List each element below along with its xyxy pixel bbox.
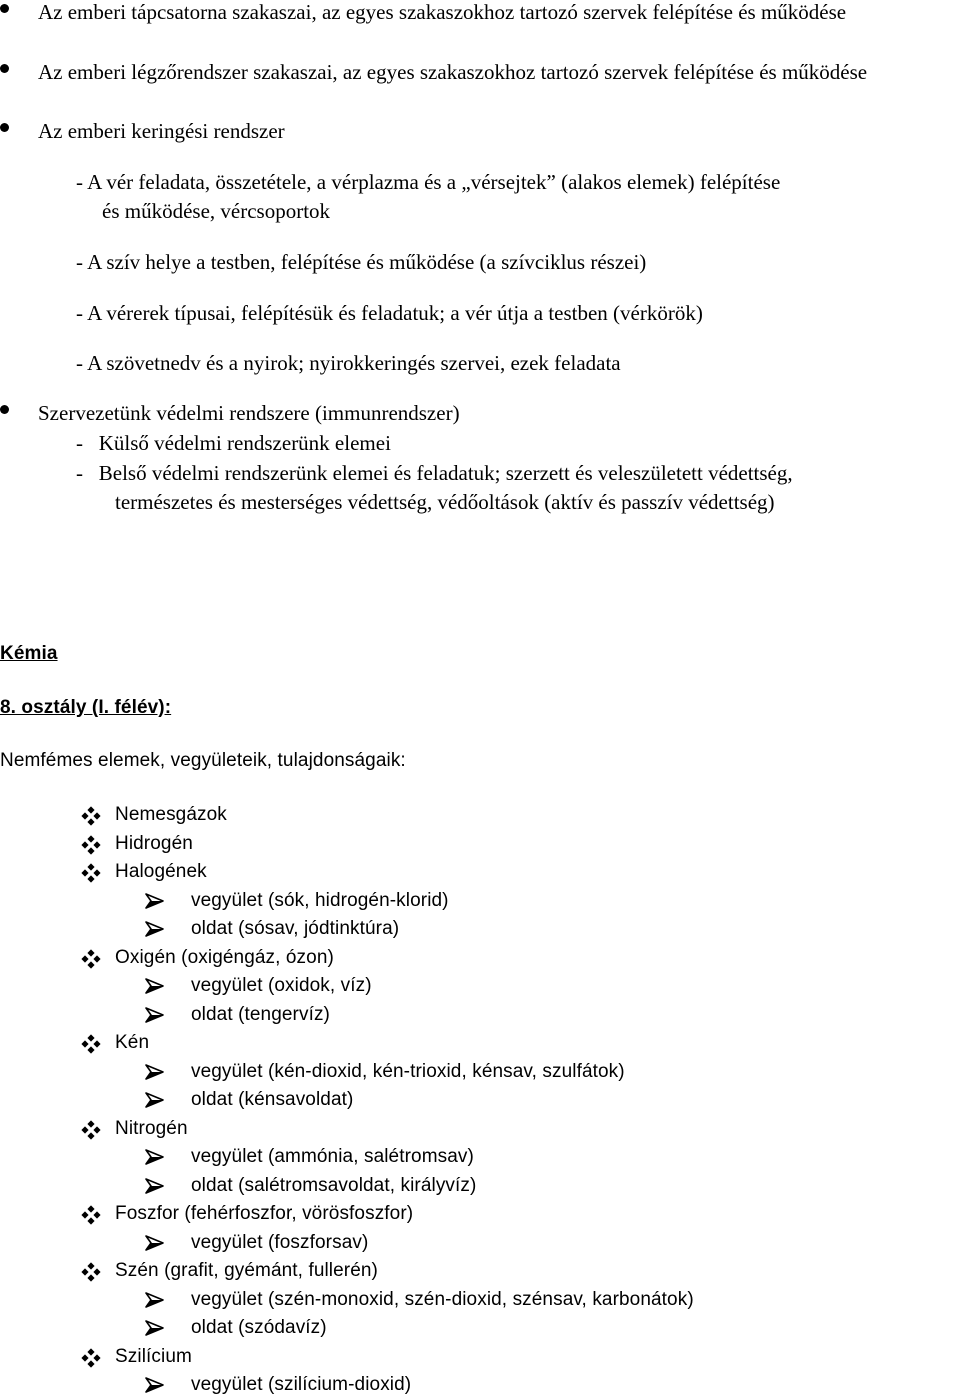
- arrow-bullet-icon: [145, 1063, 165, 1083]
- element-name: Szén (grafit, gyémánt, fullerén): [115, 1260, 378, 1281]
- element-sub-text: oldat (sósav, jódtinktúra): [191, 918, 400, 939]
- bullet-dot-icon: [0, 4, 9, 13]
- diamond-bullet-icon: [80, 1261, 102, 1283]
- arrow-bullet-icon: [145, 892, 165, 912]
- element-sub-text: vegyület (kén-dioxid, kén-trioxid, kénsav, szulfátok): [191, 1060, 625, 1082]
- circulation-vessels: - A vérerek típusai, felépítésük és feladatuk; a vér útja a testben (vérkörök): [76, 301, 703, 325]
- circulation-blood-cont: és működése, vércsoportok: [102, 199, 331, 223]
- immune-internal-cont: természetes és mesterséges védettség, védőoltások (aktív és passzív védettség): [115, 490, 775, 514]
- arrow-bullet-icon: [145, 1291, 165, 1311]
- arrow-bullet-icon: [145, 1148, 165, 1168]
- diamond-bullet-icon: [80, 1204, 102, 1226]
- bullet-text: Szervezetünk védelmi rendszere (immunrendszer): [38, 401, 460, 425]
- element-sub-text: oldat (szódavíz): [191, 1317, 327, 1338]
- diamond-bullet-icon: [80, 948, 102, 970]
- element-name: Halogének: [115, 861, 207, 882]
- subject-heading: Kémia: [0, 643, 58, 664]
- element-name: Kén: [115, 1032, 150, 1053]
- bullet-dot-icon: [0, 123, 9, 132]
- diamond-bullet-icon: [80, 862, 102, 884]
- element-name: Szilícium: [115, 1345, 192, 1367]
- bullet-text: Az emberi tápcsatorna szakaszai, az egyes szakaszokhoz tartozó szervek felépítése és működése: [38, 0, 847, 24]
- element-name: Hidrogén: [115, 832, 193, 854]
- element-name: Foszfor (fehérfoszfor, vörösfoszfor): [115, 1203, 414, 1224]
- element-name: Oxigén (oxigéngáz, ózon): [115, 946, 334, 968]
- element-sub-text: vegyület (sók, hidrogén-klorid): [191, 889, 449, 911]
- diamond-bullet-icon: [80, 1119, 102, 1141]
- element-sub-text: vegyület (ammónia, salétromsav): [191, 1146, 474, 1167]
- circulation-blood: - A vér feladata, összetétele, a vérplazma és a „vérsejtek” (alakos elemek) felépítése: [76, 170, 781, 194]
- grade-heading: 8. osztály (I. félév):: [0, 697, 172, 718]
- arrow-bullet-icon: [145, 1091, 165, 1111]
- element-sub-text: vegyület (oxidok, víz): [191, 975, 372, 996]
- diamond-bullet-icon: [80, 834, 102, 856]
- element-sub-text: oldat (tengervíz): [191, 1003, 330, 1025]
- diamond-bullet-icon: [80, 1033, 102, 1055]
- circulation-lymph: - A szövetnedv és a nyirok; nyirokkeringés szervei, ezek feladata: [76, 351, 621, 375]
- bullet-text: Az emberi keringési rendszer: [38, 119, 285, 143]
- element-sub-text: oldat (kénsavoldat): [191, 1089, 354, 1110]
- element-sub-text: vegyület (szén-monoxid, szén-dioxid, szénsav, karbonátok): [191, 1288, 694, 1310]
- arrow-bullet-icon: [145, 977, 165, 997]
- arrow-bullet-icon: [145, 920, 165, 940]
- arrow-bullet-icon: [145, 1319, 165, 1339]
- arrow-bullet-icon: [145, 1177, 165, 1197]
- immune-internal: - Belső védelmi rendszerünk elemei és feladatuk; szerzett és veleszületett védettség,: [76, 461, 793, 485]
- arrow-bullet-icon: [145, 1234, 165, 1254]
- arrow-bullet-icon: [145, 1376, 165, 1396]
- element-sub-text: vegyület (foszforsav): [191, 1231, 369, 1253]
- bullet-text: Az emberi légzőrendszer szakaszai, az egyes szakaszokhoz tartozó szervek felépítése és működése: [38, 60, 868, 84]
- element-sub-text: oldat (salétromsavoldat, királyvíz): [191, 1174, 477, 1196]
- intro-text: Nemfémes elemek, vegyületeik, tulajdonságaik:: [0, 750, 406, 771]
- element-name: Nitrogén: [115, 1117, 188, 1139]
- bullet-dot-icon: [0, 405, 9, 414]
- bullet-dot-icon: [0, 64, 9, 73]
- element-sub-text: vegyület (szilícium-dioxid): [191, 1374, 412, 1395]
- immune-external: - Külső védelmi rendszerünk elemei: [76, 431, 391, 455]
- element-name: Nemesgázok: [115, 804, 227, 825]
- diamond-bullet-icon: [80, 1347, 102, 1369]
- circulation-heart: - A szív helye a testben, felépítése és működése (a szívciklus részei): [76, 250, 647, 274]
- arrow-bullet-icon: [145, 1006, 165, 1026]
- diamond-bullet-icon: [80, 805, 102, 827]
